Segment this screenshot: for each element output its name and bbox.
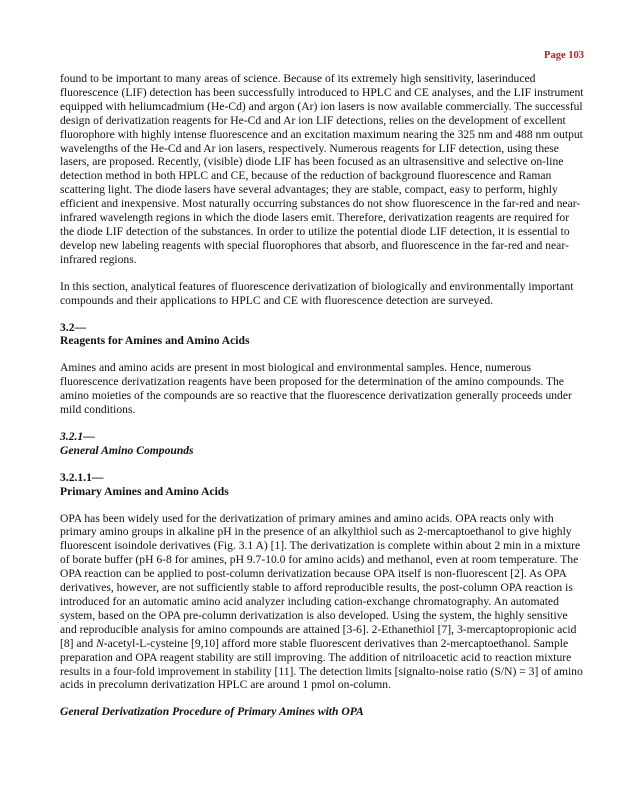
section-number: 3.2.1— <box>60 429 95 443</box>
paragraph-lif-detection: found to be important to many areas of science. Because of its extremely high sensitivity, laserinduced fluorescence (LIF) detection has been successfully introduced to HPLC and CE analyses, and the LIF instrument equipped with heliumcadmium (He-Cd) and argon (Ar) ion lasers is now available commercially. The successful design of derivatization reagents for He-Cd and Ar ion LIF detections, relies on the development of excellent fluorophore with highly intense fluorescence and an excitation maximum nearing the 325 nm and 488 nm output wavelengths of the He-Cd and Ar ion lasers, respectively. Numerous reagents for LIF detection, using these lasers, are proposed. Recently, (visible) diode LIF has been focused as an ultrasensitive and selective on-line detection method in both HPLC and CE, because of the reduction of background fluorescence and Raman scattering light. The diode lasers have several advantages; they are stable, compact, easy to perform, highly efficient and inexpensive. Most naturally occurring substances do not show fluorescence in the far-red and near-infrared wavelength regions in which the diode lasers emit. Therefore, derivatization reagents are required for the diode LIF detection of the substances. In order to utilize the potential diode LIF detection, it is essential to develop new labeling reagents with special fluorophores that absorb, and fluorescence in the far-red and near-infrared regions. <box>60 72 584 266</box>
paragraph-amines-intro: Amines and amino acids are present in most biological and environmental samples. Hence, numerous fluorescence derivatization reagents have been proposed for the determination of the amino compounds. The amino moieties of the compounds are so reactive that the fluorescence derivatization generally proceeds under mild conditions. <box>60 361 572 417</box>
section-number: 3.2— <box>60 320 87 334</box>
section-title: Primary Amines and Amino Acids <box>60 484 229 498</box>
paragraph-opa <box>60 512 585 693</box>
section-title: Reagents for Amines and Amino Acids <box>60 334 250 348</box>
page-number: Page 103 <box>544 50 584 61</box>
section-title: General Amino Compounds <box>60 443 194 457</box>
section-heading-3-2-1-1 <box>60 471 585 499</box>
paragraph-opa-part1: OPA has been widely used for the derivatization of primary amines and amino acids. OPA reacts only with primary amino groups in alkaline pH in the presence of an alkylthiol such as 2-mercaptoethanol to give highly fluorescent isoindole derivatives (Fig. 3.1 A) [1]. The derivatization is complete within about 2 min in a mixture of borate buffer (pH 6-8 for amines, pH 9.7-10.0 for amino acids) and methanol, even at room temperature. The OPA reaction can be applied to post-column derivatization because OPA itself is non-fluorescent [2]. As OPA derivatives, however, are not sufficiently stable to afford reproducible results, the post-column OPA reaction is introduced for an automatic amino acid analyzer including cation-exchange chromatography. An automated system, based on the OPA pre-column derivatization is also developed. Using the system, the highly sensitive and reproducible analysis for amino compounds are attained [3-6]. 2-Ethanethiol [7], 3-mercaptopropionic acid [8] and <box>60 511 581 650</box>
paragraph-opa-part2: -acetyl-L-cysteine [9,10] afford more stable fluorescent derivatives than 2-mercaptoethanol. Sample preparation and OPA reagent stability are still improving. The addition of nitriloacetic acid to reaction mixture results in a four-fold improvement in stability [11]. The detection limits [signalto-noise ratio (S/N) = 3] of amino acids in precolumn derivatization HPLC are around 1 pmol on-column. <box>60 636 583 692</box>
document-body <box>60 72 585 719</box>
section-number: 3.2.1.1— <box>60 470 104 484</box>
paragraph-opa-italic: N <box>96 636 104 650</box>
section-heading-3-2-1 <box>60 430 585 458</box>
section-heading-3-2 <box>60 321 585 349</box>
procedure-heading: General Derivatization Procedure of Primary Amines with OPA <box>60 705 364 719</box>
paragraph-section-intro: In this section, analytical features of fluorescence derivatization of biologically and environmentally important compounds and their applications to HPLC and CE with fluorescence detection are surveyed. <box>60 279 574 307</box>
